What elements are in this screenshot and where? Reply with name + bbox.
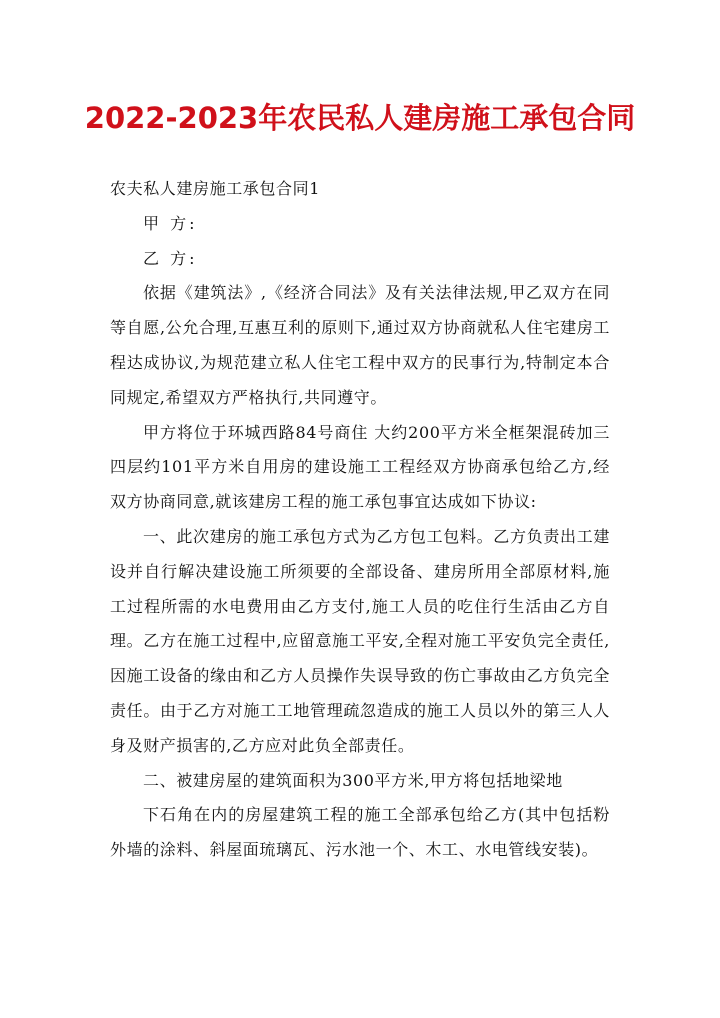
paragraph-clause-two-continued: 下石角在内的房屋建筑工程的施工全部承包给乙方(其中包括粉外墙的涂料、斜屋面琉璃瓦、污水池一个、木工、水电管线安装)。	[110, 805, 610, 860]
paragraph-clause-one: 一、此次建房的施工承包方式为乙方包工包料。乙方负责出工建设并自行解决建设施工所须要的全部设备、建房所用全部原材料,施工过程所需的水电费用由乙方支付,施工人员的吃住行生活由乙方自理。乙方在施工过程中,应留意施工平安,全程对施工平安负完全责任,因施工设备的缘由和乙方人员操作失误导致的伤亡事故由乙方负完全责任。由于乙方对施工工地管理疏忽造成的施工人员以外的第三人人身及财产损害的,乙方应对此负全部责任。	[110, 526, 610, 755]
party-b-line: 乙 方:	[143, 248, 198, 268]
document-title: 2022-2023年农民私人建房施工承包合同	[84, 101, 636, 135]
contract-subtitle: 农夫私人建房施工承包合同1	[110, 179, 320, 198]
document-body	[110, 172, 610, 868]
paragraph-clause-two: 二、被建房屋的建筑面积为300平方米,甲方将包括地梁地	[143, 770, 563, 790]
party-a-line: 甲 方:	[143, 213, 198, 233]
paragraph-project-description: 甲方将位于环城西路84号商住 大约200平方米全框架混砖加三四层约101平方米自用房的建设施工工程经双方协商承包给乙方,经双方协商同意,就该建房工程的施工承包事宜达成如下协议:	[110, 422, 610, 512]
paragraph-preamble: 依据《建筑法》,《经济合同法》及有关法律法规,甲乙双方在同等自愿,公允合理,互惠互利的原则下,通过双方协商就私人住宅建房工程达成协议,为规范建立私人住宅工程中双方的民事行为,特制定本合同规定,希望双方严格执行,共同遵守。	[110, 283, 610, 407]
